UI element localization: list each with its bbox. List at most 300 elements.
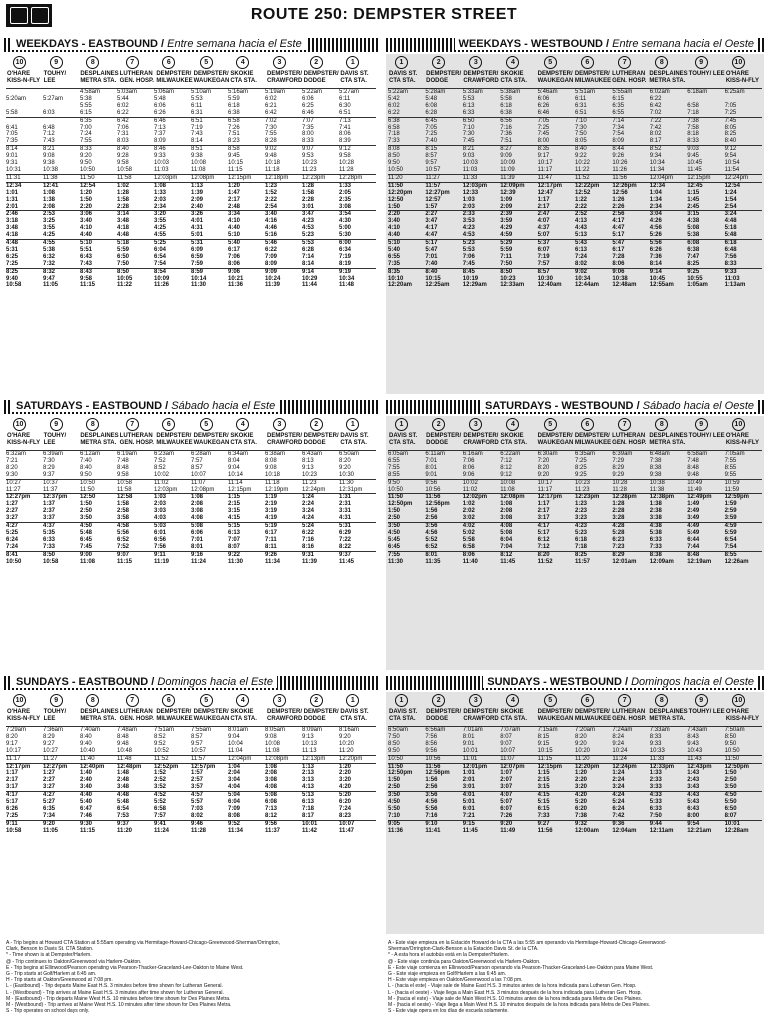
time-cell: 1:33 <box>154 189 167 196</box>
table-row <box>6 261 376 268</box>
time-cell: 6:45 <box>425 117 438 124</box>
time-cell <box>43 118 80 125</box>
time-cell: 4:18 <box>6 232 19 239</box>
time-cell: 3:40 <box>80 218 93 225</box>
time-cell: 4:48 <box>117 792 130 799</box>
table-row <box>6 508 376 515</box>
time-cell: 3:40 <box>265 211 278 218</box>
time-cell: 11:36 <box>228 282 244 289</box>
time-cell: 7:18 <box>687 109 699 116</box>
time-cell: 11:56 <box>537 827 553 834</box>
time-cell: 10:30 <box>339 471 355 478</box>
table-row <box>388 204 762 211</box>
stop-header <box>43 694 80 723</box>
stop-header <box>537 56 574 85</box>
time-cell: 6:04 <box>154 246 167 253</box>
time-cell: 6:23am <box>154 451 175 457</box>
time-cell: 5:47 <box>425 246 438 253</box>
stop-number-badge: 3 <box>273 694 286 707</box>
time-cell: 11:38 <box>649 486 665 493</box>
time-cell: 10:14 <box>228 471 244 478</box>
time-cell: 1:50 <box>724 770 737 777</box>
time-cell: 2:50 <box>724 777 737 784</box>
time-cell: 3:06 <box>80 211 93 218</box>
section-title-separator: / <box>602 38 613 50</box>
time-cell: 11:23 <box>575 486 590 493</box>
time-cell: 12:15pm <box>537 763 562 770</box>
time-cell: 3:07 <box>500 784 513 791</box>
time-cell: 2:23 <box>575 508 588 515</box>
time-cell: 11:50 <box>724 755 740 762</box>
time-cell: 1:08 <box>43 189 56 196</box>
time-cell: 9:50 <box>388 479 400 486</box>
table-row <box>388 167 762 174</box>
footnote-line: Sherman/Orrington-Clark-Benson a la Estación Davis St. de la CTA. <box>388 946 539 953</box>
table-row <box>6 197 376 204</box>
time-cell: 1:56 <box>425 777 438 784</box>
table-row <box>388 254 762 261</box>
time-cell: 4:48 <box>117 232 130 239</box>
table-row <box>388 465 762 472</box>
time-cell: 8:33 <box>80 146 92 153</box>
stop-name: DEMPSTER/ CRAWFORD <box>267 71 303 84</box>
time-cell: 11:40 <box>80 755 95 762</box>
time-cell: 7:45 <box>462 138 475 145</box>
time-cell: 7:13 <box>339 117 351 124</box>
stop-name: DEMPSTER/ DODGE <box>426 71 462 84</box>
time-cell: 5:27am <box>339 89 360 95</box>
time-cell: 10:56 <box>425 755 441 762</box>
stop-header <box>303 694 340 723</box>
time-cell: 5:51am <box>575 89 596 95</box>
time-cell: 8:40 <box>117 146 129 153</box>
time-cell: 1:19 <box>265 494 278 501</box>
time-cell: 7:45 <box>462 260 475 267</box>
time-cell: 7:33 <box>388 138 400 145</box>
time-cell: 12:15pm <box>687 174 711 181</box>
time-cell: 1:15 <box>537 770 550 777</box>
time-cell: 5:17 <box>425 240 438 247</box>
stop-header <box>537 694 574 723</box>
time-cell: 10:50 <box>6 558 22 565</box>
time-cell: 8:01 <box>191 543 204 550</box>
time-cell: 8:51 <box>191 146 203 153</box>
time-cell: 2:39 <box>500 211 513 218</box>
time-cell: 6:29 <box>339 529 352 536</box>
stop-header <box>648 56 687 85</box>
time-cell: 4:50 <box>724 792 737 799</box>
time-cell: 9:02 <box>575 268 588 275</box>
time-cell: 10:43 <box>687 747 703 754</box>
time-cell: 2:02 <box>462 508 475 515</box>
time-cell: 5:56 <box>649 240 662 247</box>
table-row <box>6 450 376 458</box>
time-cell: 12:28am <box>724 827 749 834</box>
time-cell: 11:37 <box>265 827 281 834</box>
time-cell: 9:05 <box>388 820 401 827</box>
time-cell: 11:07 <box>500 755 515 762</box>
time-cell: 2:50 <box>80 508 93 515</box>
time-cell: 4:40 <box>388 232 401 239</box>
time-cell: 6:19am <box>117 451 138 457</box>
time-cell: 5:24 <box>302 523 315 530</box>
time-cell: 3:47 <box>302 211 315 218</box>
table-row <box>6 493 376 501</box>
stop-number-badge: 7 <box>126 694 139 707</box>
time-cell: 10:18 <box>265 160 281 167</box>
time-cell: 12:20pm <box>575 763 600 770</box>
time-cell: 6:34am <box>228 451 249 457</box>
table-row <box>388 820 762 828</box>
time-cell: 6:07 <box>537 246 550 253</box>
time-cell: 6:18am <box>687 89 708 95</box>
stop-number-badge: 3 <box>273 418 286 431</box>
time-cell: 8:23 <box>339 812 352 819</box>
stop-header <box>6 418 43 447</box>
time-cell: 4:58am <box>80 89 101 95</box>
stop-header <box>537 418 574 447</box>
time-cell: 6:09 <box>191 246 204 253</box>
time-cell: 11:40 <box>462 558 478 565</box>
time-cell: 2:24 <box>302 501 315 508</box>
stop-name: O'HARE KISS-N-FLY <box>7 71 41 84</box>
timetable-rows <box>4 724 378 837</box>
time-cell: 10:13 <box>302 740 318 747</box>
time-cell: 5:38am <box>500 89 521 95</box>
time-cell: 8:25 <box>575 551 588 558</box>
time-cell: 11:08 <box>265 747 280 754</box>
time-cell: 9:37 <box>339 551 352 558</box>
time-cell: 6:52 <box>425 543 438 550</box>
stop-name: O'HARE KISS-N-FLY <box>7 709 41 722</box>
time-cell: 10:28 <box>339 160 355 167</box>
time-cell: 6:50 <box>117 253 130 260</box>
time-cell: 8:17 <box>302 812 315 819</box>
time-cell: 4:16 <box>265 218 278 225</box>
time-cell: 10:01 <box>724 820 740 827</box>
table-row <box>388 131 762 138</box>
time-cell: 5:38 <box>687 232 700 239</box>
time-cell: 5:07 <box>500 799 513 806</box>
time-cell: 6:17 <box>612 246 625 253</box>
time-cell: 6:35 <box>43 805 56 812</box>
time-cell: 4:25 <box>154 225 167 232</box>
time-cell: 12:02pm <box>462 494 488 501</box>
time-cell: 6:34 <box>339 246 352 253</box>
time-cell: 8:20 <box>6 733 18 740</box>
stop-number-badge: 7 <box>618 418 631 431</box>
time-cell: 12:39 <box>500 189 516 196</box>
time-cell: 4:55 <box>43 240 56 247</box>
time-cell: 1:08 <box>500 501 513 508</box>
stop-number-badge: 8 <box>655 56 668 69</box>
time-cell: 2:37 <box>43 508 56 515</box>
time-cell: 7:38 <box>575 812 588 819</box>
table-row <box>388 537 762 544</box>
time-cell: 9:50 <box>388 747 400 754</box>
stop-name: DAVIS ST. CTA STA. <box>340 433 369 446</box>
time-cell: 2:20 <box>575 777 588 784</box>
time-cell: 3:43 <box>687 784 700 791</box>
stop-name: SKOKIE CTA STA. <box>500 71 528 84</box>
time-cell: 7:40 <box>80 457 92 464</box>
time-cell: 8:40 <box>425 268 438 275</box>
time-cell: 2:38 <box>649 508 662 515</box>
time-cell: 11:39 <box>500 174 515 181</box>
section-title-spanish: Domingos hacia el Oeste <box>631 676 754 688</box>
time-cell: 5:15 <box>228 523 241 530</box>
time-cell: 11:15 <box>117 558 133 565</box>
time-cell: 7:36am <box>43 727 64 733</box>
table-row <box>388 763 762 771</box>
time-cell: 1:48 <box>117 770 130 777</box>
time-cell: 6:15 <box>612 95 625 102</box>
table-row <box>388 487 762 494</box>
section-title <box>12 676 277 688</box>
footnote-line: L - (Eastbound) - Trip departs Maine East H.S. 3 minutes before time shown for Lutheran General. <box>6 983 223 990</box>
time-cell: 5:27 <box>43 799 56 806</box>
table-row <box>6 268 376 276</box>
time-cell: 2:52 <box>154 777 167 784</box>
time-cell: 5:06am <box>154 89 175 95</box>
time-cell: 8:57 <box>425 153 438 160</box>
time-cell: 3:59 <box>724 515 737 522</box>
time-cell: 6:46 <box>302 109 314 116</box>
time-cell: 6:51 <box>575 109 587 116</box>
time-cell: 6:45 <box>80 536 93 543</box>
time-cell: 12:04pm <box>228 755 252 762</box>
time-cell: 6:06 <box>191 529 204 536</box>
time-cell: 7:59 <box>191 260 204 267</box>
time-cell: 12:57pm <box>191 763 216 770</box>
table-row <box>388 784 762 791</box>
stop-name: DAVIS ST. CTA STA. <box>340 709 369 722</box>
time-cell: 1:15 <box>687 189 700 196</box>
table-row <box>6 770 376 777</box>
time-cell: 1:47 <box>228 189 241 196</box>
stop-header-row <box>4 54 378 86</box>
time-cell: 6:08 <box>265 799 278 806</box>
time-cell: 4:30 <box>339 218 352 225</box>
time-cell: 6:11am <box>425 451 445 457</box>
stop-number-badge: 5 <box>544 694 557 707</box>
time-cell: 11:27 <box>43 755 58 762</box>
time-cell: 8:13 <box>302 457 314 464</box>
stop-name: DEMPSTER/ CRAWFORD <box>463 709 499 722</box>
stop-name: SKOKIE CTA STA. <box>500 709 528 722</box>
time-cell: 6:55 <box>388 253 401 260</box>
time-cell: 11:56 <box>425 763 441 770</box>
time-cell: 6:30am <box>537 451 558 457</box>
time-cell: 6:25 <box>302 102 314 109</box>
time-cell: 6:59 <box>191 253 204 260</box>
time-cell: 6:50 <box>462 117 475 124</box>
time-cell: 6:51 <box>339 109 351 116</box>
time-cell: 4:40 <box>80 232 93 239</box>
time-cell: 12:20am <box>388 282 413 289</box>
time-cell: 7:06 <box>117 124 129 131</box>
stop-name: DEMPSTER/ DODGE <box>426 709 462 722</box>
time-cell: 12:01pm <box>462 763 488 770</box>
time-cell: 2:31 <box>339 501 352 508</box>
time-cell: 9:47 <box>43 275 56 282</box>
table-row <box>6 479 376 487</box>
time-cell: 4:17 <box>6 792 19 799</box>
footnote-line: L - (hacia el oeste) - Viaje llega a Main East H.S. 3 minutos después de la hora indicada para Lutheran Gen. Hosp. <box>388 989 642 996</box>
time-cell: 2:15 <box>228 501 241 508</box>
stop-name: LUTHERAN GEN. HOSP. <box>119 709 154 722</box>
time-cell: 1:03 <box>154 494 167 501</box>
stop-number-badge: 4 <box>506 418 519 431</box>
section-title <box>455 38 758 50</box>
time-cell: 6:35 <box>612 102 625 109</box>
time-cell: 10:31 <box>6 166 22 173</box>
time-cell: 8:54 <box>154 268 167 275</box>
section-title-english: SATURDAYS - EASTBOUND <box>16 400 163 412</box>
stop-number-badge: 1 <box>395 56 408 69</box>
time-cell: 5:55am <box>612 89 633 95</box>
time-cell: 12:26am <box>724 558 749 565</box>
stop-number-badge: 1 <box>395 418 408 431</box>
time-cell: 4:43 <box>687 792 700 799</box>
stop-name: LUTHERAN GEN. HOSP. <box>612 433 647 446</box>
table-row <box>6 813 376 820</box>
time-cell: 8:02 <box>575 260 588 267</box>
table-row <box>6 239 376 247</box>
stop-header <box>388 56 425 85</box>
time-cell: 2:27 <box>6 508 19 515</box>
time-cell: 12:18pm <box>265 174 289 181</box>
stop-name: O'HARE KISS-N-FLY <box>725 709 759 722</box>
table-row <box>6 254 376 261</box>
time-cell: 7:35 <box>302 124 314 131</box>
time-cell: 10:10 <box>388 275 404 282</box>
time-cell: 10:50 <box>80 479 96 486</box>
table-row <box>6 522 376 530</box>
time-cell: 12:38pm <box>649 494 675 501</box>
timetable-sat-west <box>386 416 764 670</box>
time-cell: 9:31 <box>302 551 315 558</box>
time-cell: 5:50 <box>724 799 737 806</box>
time-cell: 12:20pm <box>388 189 413 196</box>
time-cell: 7:10 <box>462 124 475 131</box>
table-row <box>6 734 376 741</box>
time-cell: 7:56 <box>154 543 167 550</box>
time-cell: 9:00 <box>80 551 93 558</box>
time-cell: 8:59 <box>191 268 204 275</box>
time-cell: 12:43pm <box>687 763 712 770</box>
time-cell: 9:20 <box>575 740 587 747</box>
time-cell: 6:13 <box>228 529 241 536</box>
time-cell: 7:30 <box>462 131 475 138</box>
time-cell: 7:18 <box>575 543 588 550</box>
time-cell: 8:48 <box>117 733 129 740</box>
table-row <box>388 828 762 835</box>
stop-header <box>79 56 118 85</box>
time-cell: 4:04 <box>228 784 241 791</box>
stop-number-badge: 10 <box>13 56 26 69</box>
stop-header <box>648 418 687 447</box>
time-cell: 7:42 <box>612 812 625 819</box>
table-row <box>6 103 376 110</box>
time-cell: 5:59 <box>228 95 240 102</box>
table-row <box>6 88 376 96</box>
time-cell: 9:20 <box>43 820 56 827</box>
time-cell: 5:52 <box>154 799 167 806</box>
time-cell: 2:03 <box>154 501 167 508</box>
time-cell: 5:30 <box>339 232 352 239</box>
time-cell: 11:48 <box>117 755 132 762</box>
stop-number-badge: 6 <box>581 418 594 431</box>
time-cell: 1:34 <box>649 196 662 203</box>
time-cell: 2:17 <box>537 508 550 515</box>
time-cell: 8:01am <box>228 727 249 733</box>
time-cell: 6:00 <box>339 240 352 247</box>
stop-header <box>193 418 230 447</box>
time-cell: 3:31 <box>339 508 352 515</box>
time-cell: 5:31 <box>191 240 204 247</box>
time-cell: 12:20pm <box>339 755 363 762</box>
stop-name: O'HARE KISS-N-FLY <box>725 433 759 446</box>
time-cell: 2:58 <box>117 508 130 515</box>
time-cell: 8:08 <box>388 146 400 153</box>
time-cell: 9:13 <box>302 733 314 740</box>
time-cell: 5:20 <box>339 792 352 799</box>
time-cell: 4:08 <box>191 515 204 522</box>
time-cell: 10:28 <box>612 479 628 486</box>
time-cell: 8:11 <box>265 543 277 550</box>
table-row <box>6 153 376 160</box>
section-title-separator: / <box>633 400 643 412</box>
time-cell: 9:33 <box>154 153 166 160</box>
time-cell: 4:23 <box>302 218 315 225</box>
time-cell: 1:08 <box>154 182 167 189</box>
stop-header <box>229 418 266 447</box>
footnote-line: E - Este viaje comienza en Ellinwood/Pearson operando vía Pearson-Thacker-Graceland-Lee-Oakton para Maine West. <box>388 964 654 971</box>
time-cell: 12:37pm <box>43 494 68 501</box>
table-row <box>6 167 376 174</box>
time-cell: 11:07 <box>191 479 206 486</box>
stop-number-badge: 6 <box>162 56 175 69</box>
time-cell: 8:09am <box>302 727 323 733</box>
time-cell: 8:14 <box>302 260 315 267</box>
time-cell: 8:05 <box>724 124 737 131</box>
time-cell: 4:07 <box>537 218 550 225</box>
time-cell: 9:20 <box>339 733 351 740</box>
time-cell: 11:52 <box>154 755 169 762</box>
time-cell: 7:24 <box>6 543 19 550</box>
time-cell: 8:08 <box>228 812 241 819</box>
time-cell: 1:59 <box>724 501 737 508</box>
stop-header-row <box>4 416 378 448</box>
time-cell: 11:26 <box>154 282 170 289</box>
time-cell: 1:58 <box>117 501 130 508</box>
time-cell: 9:50 <box>80 471 92 478</box>
time-cell: 1:38 <box>43 196 56 203</box>
time-cell: 5:03 <box>154 523 167 530</box>
time-cell: 1:08 <box>191 494 204 501</box>
time-cell: 10:03 <box>154 160 170 167</box>
time-cell: 7:07 <box>302 117 314 124</box>
time-cell: 1:09 <box>500 196 513 203</box>
stop-number-badge: 3 <box>469 694 482 707</box>
time-cell: 3:55 <box>43 225 56 232</box>
time-cell: 10:37 <box>43 479 59 486</box>
stop-number-badge: 6 <box>162 418 175 431</box>
time-cell: 5:07 <box>537 232 550 239</box>
time-cell: 10:02 <box>154 471 170 478</box>
table-row <box>6 247 376 254</box>
